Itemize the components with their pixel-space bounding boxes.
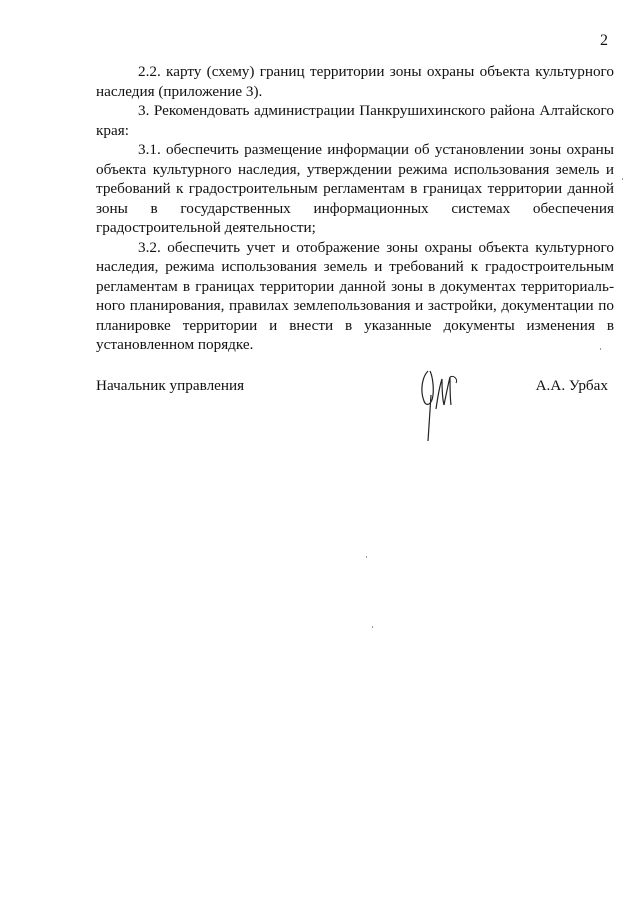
document-body (96, 62, 614, 355)
signature-block (96, 377, 614, 457)
paragraph-3-1: 3.1. обеспечить размещение информации об установлении зоны охраны объекта культурного наследия, утверждении режима использования земель и требований к градостроительным регламентам в границах территории данной зоны в государственных информационных системах обеспечения градостроительной деятельности; (96, 141, 614, 236)
paragraph-3-2: 3.2. обеспечить учет и отображение зоны охраны объекта культурного наследия, режима использования земель и требований к градостроительным регламентам в границах территории данной зоны в документах территориального планирования, правилах землепользования и застройки, документации по планировке территории и внести в указанные документы изменения в установленном порядке. (96, 238, 614, 353)
scan-speck (366, 556, 367, 558)
signer-name: А.А. Урбах (535, 377, 608, 394)
position-title: Начальник управления (96, 377, 245, 394)
page-number: 2 (600, 32, 608, 49)
scan-speck (622, 178, 623, 180)
paragraph-2-2: 2.2. карту (схему) границ территории зоны охраны объекта культурного наследия (приложение 3). (96, 63, 614, 100)
scan-speck (372, 626, 373, 628)
handwritten-signature (414, 365, 466, 445)
paragraph-3: 3. Рекомендовать администрации Панкрушихинского района Алтайского края: (96, 102, 614, 139)
scan-speck (600, 348, 601, 350)
